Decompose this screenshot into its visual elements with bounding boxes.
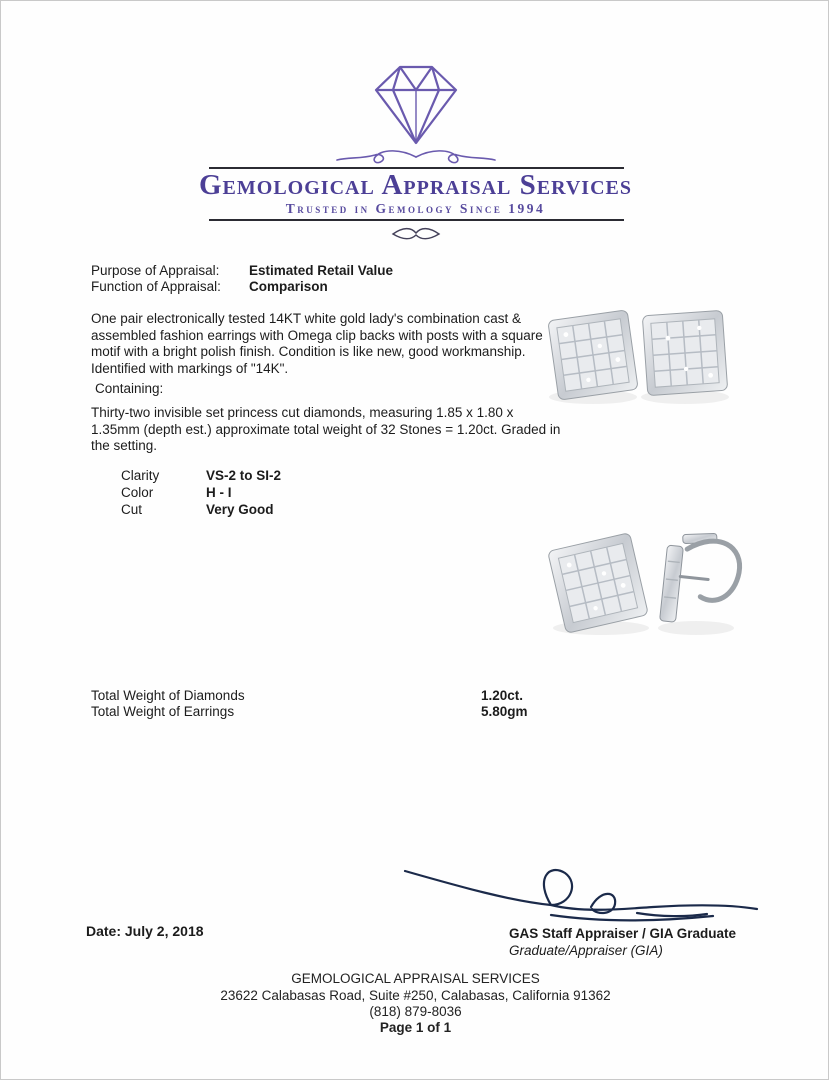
purpose-label: Purpose of Appraisal: xyxy=(91,263,220,278)
small-ornament-icon xyxy=(389,225,443,243)
diamond-logo-icon xyxy=(353,57,479,149)
function-value: Comparison xyxy=(249,279,328,294)
total-earrings-value: 5.80gm xyxy=(481,704,528,719)
total-diamonds-value: 1.20ct. xyxy=(481,688,524,703)
date-line: Date: July 2, 2018 xyxy=(86,923,204,939)
grade-value-cut: Very Good xyxy=(206,502,274,517)
stones-description: Thirty-two invisible set princess cut diamonds, measuring 1.85 x 1.80 x 1.35mm (depth est.) approximate total weight of 32 Stones = 1.20ct. Graded in the setting. xyxy=(91,405,561,453)
header-bottom-rule xyxy=(209,219,624,221)
item-description: One pair electronically tested 14KT white gold lady's combination cast & assembled fashion earrings with Omega clip backs with posts with a square motif with a bright polish finish. Condition is like new, good workmanship. Identified with markings of "14K". xyxy=(91,311,543,376)
footer-phone: (818) 879-8036 xyxy=(369,1004,462,1019)
footer-address: 23622 Calabasas Road, Suite #250, Calabasas, California 91362 xyxy=(220,988,611,1003)
scroll-flourish-icon xyxy=(331,147,501,167)
grade-value-clarity: VS-2 to SI-2 xyxy=(206,468,282,483)
containing-label: Containing: xyxy=(95,381,164,396)
company-title: Gemological Appraisal Services xyxy=(199,169,632,201)
earrings-photo-bottom xyxy=(546,516,746,641)
signature-scribble xyxy=(401,857,766,929)
footer-company: GEMOLOGICAL APPRAISAL SERVICES xyxy=(291,971,540,986)
grade-label-clarity: Clarity xyxy=(121,468,160,483)
grade-value-color: H - I xyxy=(206,485,232,500)
grade-label-cut: Cut xyxy=(121,502,143,517)
function-label: Function of Appraisal: xyxy=(91,279,221,294)
total-earrings-label: Total Weight of Earrings xyxy=(91,704,235,719)
grade-label-color: Color xyxy=(121,485,154,500)
footer-page-number: Page 1 of 1 xyxy=(379,1020,452,1035)
appraiser-subtitle: Graduate/Appraiser (GIA) xyxy=(509,943,663,958)
total-diamonds-label: Total Weight of Diamonds xyxy=(91,688,245,703)
purpose-value: Estimated Retail Value xyxy=(249,263,394,278)
appraiser-title: GAS Staff Appraiser / GIA Graduate xyxy=(509,926,737,941)
earrings-photo-top xyxy=(541,301,736,409)
company-tagline: Trusted in Gemology Since 1994 xyxy=(285,201,546,216)
